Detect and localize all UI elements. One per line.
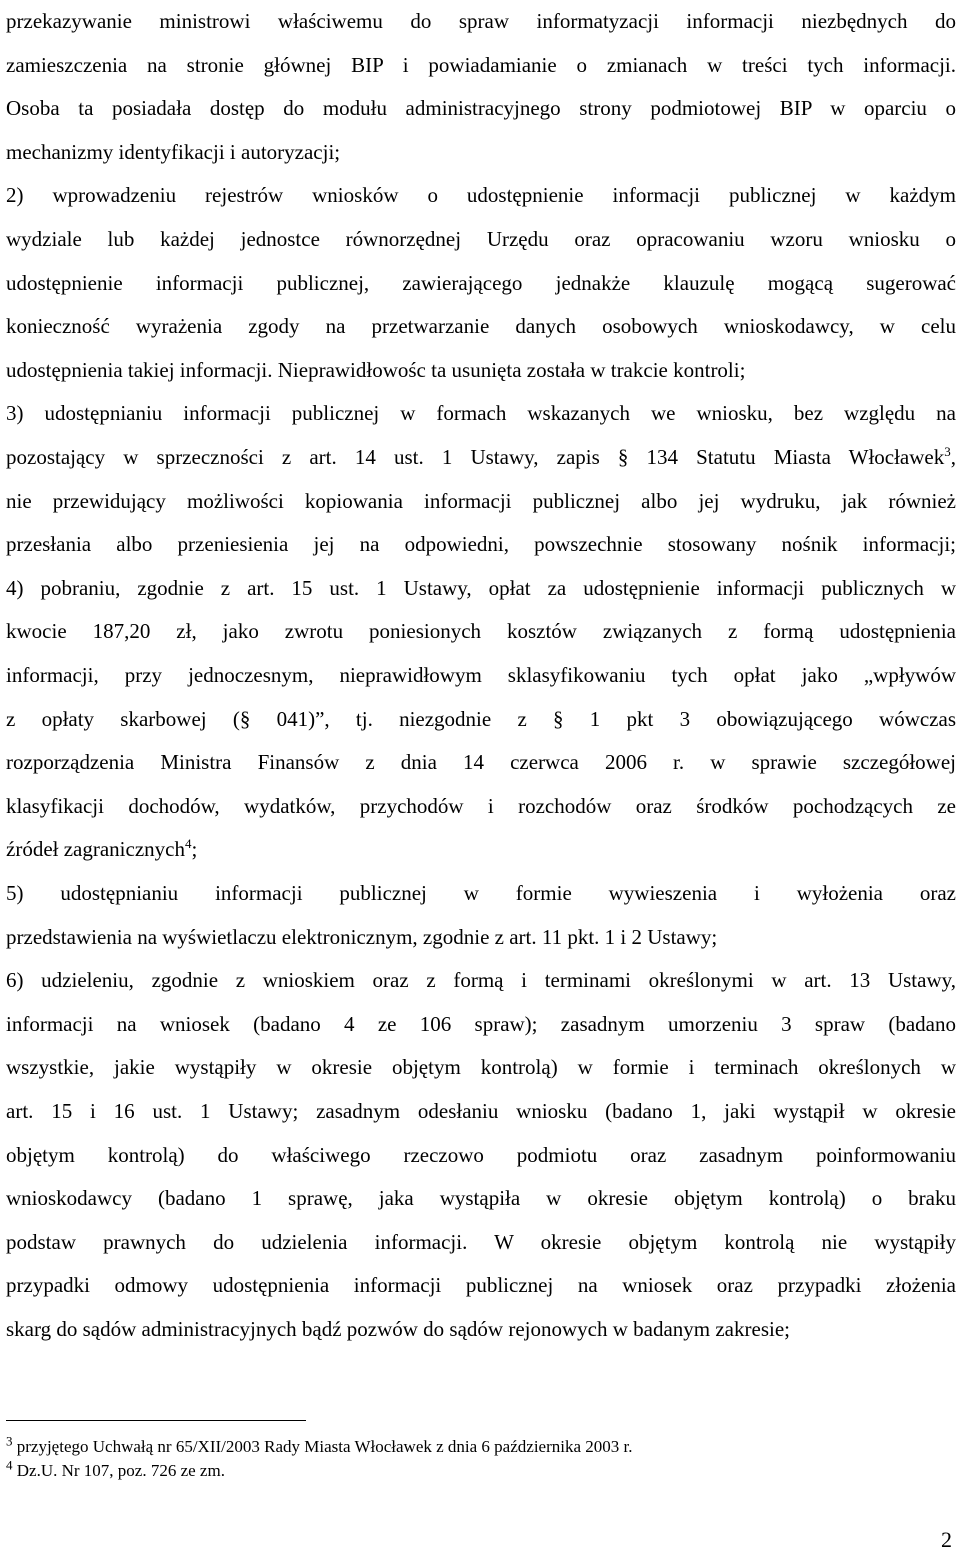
text-line xyxy=(6,221,956,257)
text-run: udostępnienie informacji publicznej, zawierającego jednakże klauzulę mogącą sugerować xyxy=(6,270,956,295)
text-run: przypadki odmowy udostępnienia informacji publicznej na wniosek oraz przypadki złożenia xyxy=(6,1273,956,1298)
text-line xyxy=(6,439,956,475)
text-line xyxy=(6,1006,956,1042)
text-run: wydziale lub każdej jednostce równorzędnej Urzędu oraz opracowaniu wzoru wniosku o xyxy=(6,227,956,251)
text-line xyxy=(6,613,956,649)
text-line xyxy=(6,919,717,955)
text-line xyxy=(6,1224,956,1260)
text-run: 6) udzieleniu, zgodnie z wnioskiem oraz z formą i terminami określonymi w art. 13 Ustawy, xyxy=(6,968,956,993)
text-run: 4) pobraniu, zgodnie z art. 15 ust. 1 Ustawy, opłat za udostępnienie informacji publicznych w xyxy=(6,575,956,600)
text-line xyxy=(6,875,956,911)
text-run: Osoba ta posiadała dostęp do modułu administracyjnego strony podmiotowej BIP w oparciu o xyxy=(6,96,956,121)
text-line xyxy=(6,47,956,83)
text-run: przesłania albo przeniesienia jej na odpowiedni, powszechnie stosowany nośnik informacji; xyxy=(6,532,956,557)
text-run: źródeł zagranicznych xyxy=(6,837,185,862)
text-run: 5) udostępnianiu informacji publicznej w formie wywieszenia i wyłożenia oraz xyxy=(6,881,956,905)
text-run: przedstawienia na wyświetlaczu elektronicznym, zgodnie z art. 11 pkt. 1 i 2 Ustawy; xyxy=(6,924,718,949)
footnote-reference: 4 xyxy=(184,836,192,852)
footnote-4 xyxy=(6,1457,225,1482)
text-line xyxy=(6,1267,956,1303)
footnote-3 xyxy=(6,1433,633,1458)
text-line xyxy=(6,526,956,562)
text-run: skarg do sądów administracyjnych bądź pozwów do sądów rejonowych w badanym zakresie; xyxy=(6,1317,790,1341)
page-number: 2 xyxy=(941,1527,952,1552)
text-line xyxy=(6,134,340,170)
text-run: przekazywanie ministrowi właściwemu do spraw informatyzacji informacji niezbędnych do xyxy=(6,9,956,33)
text-run: , xyxy=(950,445,956,469)
text-run: ; xyxy=(191,837,198,862)
text-run: art. 15 i 16 ust. 1 Ustawy; zasadnym odesłaniu wniosku (badano 1, jaki wystąpił w okresie xyxy=(6,1099,956,1123)
text-line xyxy=(6,701,956,737)
footnote-number: 3 xyxy=(6,1433,13,1449)
footnote-text: Dz.U. Nr 107, poz. 726 ze zm. xyxy=(12,1461,225,1480)
text-line xyxy=(6,1180,956,1216)
footnote-separator xyxy=(6,1420,306,1421)
text-line xyxy=(6,265,956,301)
footnote-text: przyjętego Uchwałą nr 65/XII/2003 Rady Miasta Włocławek z dnia 6 października 2003 r. xyxy=(12,1437,633,1456)
text-run: pozostający w sprzeczności z art. 14 ust. 1 Ustawy, zapis § 134 Statutu Miasta Włocławek xyxy=(6,445,945,469)
footnote-reference: 3 xyxy=(944,444,951,459)
text-line xyxy=(6,3,956,39)
text-line xyxy=(6,744,956,780)
text-line xyxy=(6,962,956,998)
text-run: mechanizmy identyfikacji i autoryzacji; xyxy=(6,139,341,164)
text-run: zamieszczenia na stronie głównej BIP i powiadamianie o zmianach w treści tych informacji. xyxy=(6,52,956,77)
text-run: 3) udostępnianiu informacji publicznej w formach wskazanych we wniosku, bez względu na xyxy=(6,401,956,426)
text-line xyxy=(6,788,956,824)
text-run: konieczność wyrażenia zgody na przetwarzanie danych osobowych wnioskodawcy, w celu xyxy=(6,314,956,339)
text-run: objętym kontrolą) do właściwego rzeczowo podmiotu oraz zasadnym poinformowaniu xyxy=(6,1142,956,1167)
text-line xyxy=(6,483,956,519)
text-line xyxy=(6,395,956,431)
footnote-number: 4 xyxy=(6,1457,13,1473)
text-run: rozporządzenia Ministra Finansów z dnia 14 czerwca 2006 r. w sprawie szczegółowej xyxy=(6,750,956,775)
text-line xyxy=(6,308,956,344)
text-line xyxy=(6,657,956,693)
text-run: informacji na wniosek (badano 4 ze 106 spraw); zasadnym umorzeniu 3 spraw (badano xyxy=(6,1011,956,1036)
text-line xyxy=(6,90,956,126)
text-line xyxy=(6,1093,956,1129)
text-run: kwocie 187,20 zł, jako zwrotu poniesionych kosztów związanych z formą udostępnienia xyxy=(6,619,956,644)
text-line xyxy=(6,1049,956,1085)
text-run: informacji, przy jednoczesnym, nieprawidłowym sklasyfikowaniu tych opłat jako „wpływów xyxy=(6,663,956,687)
text-line xyxy=(6,570,956,606)
text-run: podstaw prawnych do udzielenia informacji. W okresie objętym kontrolą nie wystąpiły xyxy=(6,1229,956,1254)
text-run: z opłaty skarbowej (§ 041)”, tj. niezgodnie z § 1 pkt 3 obowiązującego wówczas xyxy=(6,706,956,731)
text-run: 2) wprowadzeniu rejestrów wniosków o udostępnienie informacji publicznej w każdym xyxy=(6,183,956,208)
text-run: wszystkie, jakie wystąpiły w okresie objętym kontrolą) w formie i terminach określonych w xyxy=(6,1055,956,1080)
text-run: klasyfikacji dochodów, wydatków, przychodów i rozchodów oraz środków pochodzących ze xyxy=(6,793,956,818)
text-line xyxy=(6,1137,956,1173)
text-line xyxy=(6,831,197,867)
text-run: nie przewidujący możliwości kopiowania informacji publicznej albo jej wydruku, jak również xyxy=(6,488,956,513)
text-line xyxy=(6,1311,790,1347)
text-line xyxy=(6,177,956,213)
text-run: udostępnienia takiej informacji. Nieprawidłowośc ta usunięta została w trakcie kontroli; xyxy=(6,357,746,382)
text-run: wnioskodawcy (badano 1 sprawę, jaka wystąpiła w okresie objętym kontrolą) o braku xyxy=(6,1186,956,1211)
text-line xyxy=(6,352,745,388)
